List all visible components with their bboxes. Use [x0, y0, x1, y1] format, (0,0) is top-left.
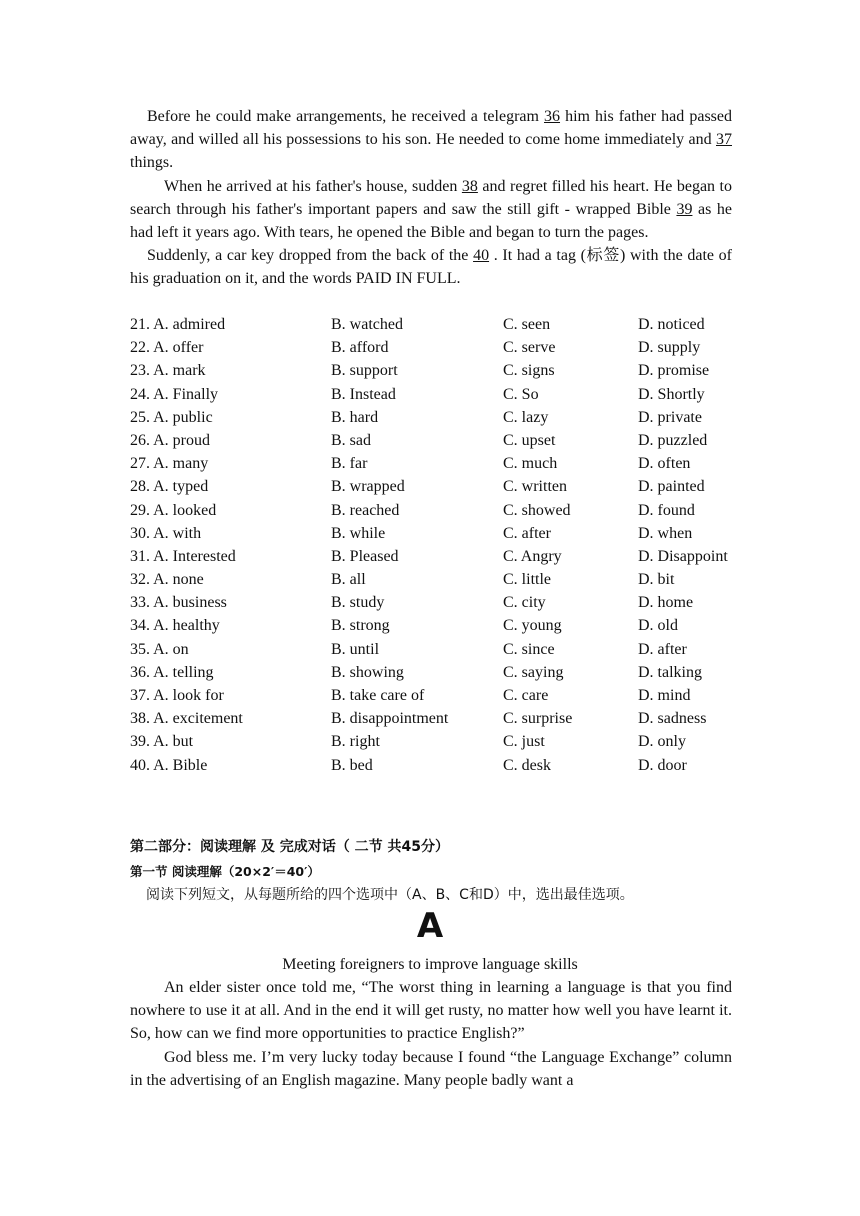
option-d: D. talking	[638, 663, 702, 681]
option-d: D. door	[638, 756, 687, 774]
option-b: B. Pleased	[331, 547, 399, 565]
option-d: D. private	[638, 408, 702, 426]
option-a: 35. A. on	[130, 640, 189, 658]
option-c: C. surprise	[503, 710, 573, 728]
option-row	[130, 545, 740, 568]
option-b: B. take care of	[331, 687, 425, 704]
option-d: D. puzzled	[638, 431, 708, 449]
option-a: 39. A. but	[130, 733, 194, 751]
option-row	[130, 568, 740, 591]
option-b: B. wrapped	[331, 478, 405, 496]
option-row	[130, 661, 740, 684]
option-row	[130, 707, 740, 730]
option-b: B. reached	[331, 501, 400, 519]
option-d: D. old	[638, 617, 678, 635]
option-d: D. sadness	[638, 710, 707, 728]
option-d: D. mind	[638, 687, 691, 704]
option-c: C. seen	[503, 316, 551, 333]
answer-options	[130, 313, 740, 777]
option-a: 30. A. with	[130, 524, 202, 542]
option-b: B. showing	[331, 663, 404, 681]
option-a: 26. A. proud	[130, 431, 210, 449]
option-c: C. signs	[503, 362, 555, 380]
option-row	[130, 336, 740, 359]
option-c: C. desk	[503, 756, 551, 774]
option-b: B. support	[331, 362, 398, 380]
blank-40: 40	[473, 247, 490, 265]
blank-37: 37	[716, 131, 732, 149]
paragraph: Before he could make arrangements, he received a telegram 36 him his father had passed away, and willed all his possessions to his son. He needed to come home immediately and 37 things.	[130, 108, 733, 172]
option-a: 32. A. none	[130, 571, 204, 589]
option-row	[130, 522, 740, 545]
paragraph: God bless me. I’m very lucky today because I found “the Language Exchange” column in the advertising of an English magazine. Many people badly want a	[130, 1048, 732, 1089]
option-b: B. study	[331, 594, 385, 612]
option-row	[130, 730, 740, 753]
option-row	[130, 475, 740, 498]
option-b: B. far	[331, 455, 368, 473]
option-a: 36. A. telling	[130, 663, 214, 681]
option-row	[130, 684, 740, 707]
option-row	[130, 383, 740, 406]
option-a: 23. A. mark	[130, 362, 206, 380]
option-a: 24. A. Finally	[130, 385, 219, 403]
option-a: 40. A. Bible	[130, 756, 208, 774]
option-c: C. since	[503, 640, 555, 658]
option-c: C. showed	[503, 501, 571, 519]
option-row	[130, 406, 740, 429]
option-c: C. upset	[503, 431, 556, 449]
option-c: C. care	[503, 687, 549, 704]
option-a: 38. A. excitement	[130, 710, 243, 728]
option-a: 31. A. Interested	[130, 547, 236, 565]
option-d: D. only	[638, 733, 686, 751]
option-c: C. saying	[503, 663, 564, 681]
option-d: D. promise	[638, 362, 710, 380]
option-b: B. disappointment	[331, 710, 449, 728]
option-row	[130, 452, 740, 475]
option-b: B. all	[331, 571, 366, 589]
option-a: 29. A. looked	[130, 501, 217, 519]
section-title: 第二部分：阅读理解 及 完成对话（ 二节 共45分）	[130, 839, 449, 855]
option-c: C. lazy	[503, 408, 549, 426]
option-c: C. young	[503, 617, 562, 635]
paragraph: When he arrived at his father's house, sudden 38 and regret filled his heart. He began to search through his father's important papers and saw the still gift - wrapped Bible 39 as he had left it years ago. With tears, he opened the Bible and began to turn the pages.	[130, 177, 732, 242]
option-d: D. bit	[638, 571, 675, 589]
option-c: C. written	[503, 478, 567, 496]
option-d: D. noticed	[638, 316, 705, 333]
option-a: 21. A. admired	[130, 316, 226, 333]
option-d: D. painted	[638, 478, 705, 496]
option-row	[130, 499, 740, 522]
option-d: D. after	[638, 640, 687, 658]
section-instructions: 阅读下列短文，从每题所给的四个选项中（A、B、C和D）中，选出最佳选项。	[146, 887, 634, 903]
option-b: B. bed	[331, 756, 373, 774]
paragraph: An elder sister once told me, “The worst thing in learning a language is that you find nowhere to use it at all. And in the end it will get rusty, no matter how well you have learnt it. So, how can we find more opportunities to practice English?”	[130, 979, 732, 1043]
reading-passage-a	[130, 976, 732, 1092]
option-d: D. Disappoint	[638, 547, 728, 565]
option-row	[130, 638, 740, 661]
option-a: 37. A. look for	[130, 687, 224, 704]
option-b: B. hard	[331, 408, 379, 426]
option-b: B. watched	[331, 316, 403, 333]
option-b: B. until	[331, 640, 380, 658]
option-c: C. serve	[503, 339, 556, 357]
option-b: B. while	[331, 524, 386, 542]
blank-38: 38	[461, 177, 478, 195]
option-b: B. right	[331, 733, 380, 751]
option-a: 33. A. business	[130, 594, 227, 612]
option-c: C. Angry	[503, 547, 562, 565]
option-b: B. strong	[331, 617, 390, 635]
option-d: D. supply	[638, 339, 701, 357]
option-d: D. home	[638, 594, 694, 612]
option-d: D. when	[638, 524, 693, 542]
option-c: C. just	[503, 733, 545, 751]
option-c: C. little	[503, 571, 551, 589]
cloze-passage	[130, 105, 732, 291]
option-d: D. Shortly	[638, 385, 705, 403]
passage-letter: A	[416, 906, 444, 946]
passage-title: Meeting foreigners to improve language skills	[282, 956, 578, 973]
option-row	[130, 313, 740, 336]
blank-36: 36	[544, 108, 561, 125]
option-a: 34. A. healthy	[130, 617, 220, 635]
option-d: D. often	[638, 455, 691, 473]
option-a: 28. A. typed	[130, 478, 209, 496]
option-a: 22. A. offer	[130, 339, 204, 357]
option-row	[130, 754, 740, 777]
section-subtitle: 第一节 阅读理解（20×2′＝40′）	[130, 864, 320, 879]
option-a: 25. A. public	[130, 408, 213, 426]
option-row	[130, 429, 740, 452]
option-b: B. sad	[331, 431, 371, 449]
paragraph: Suddenly, a car key dropped from the back of the 40 . It had a tag (标签) with the date of his graduation on it, and the words PAID IN FULL.	[130, 247, 732, 288]
option-row	[130, 359, 740, 382]
option-b: B. Instead	[331, 385, 396, 403]
option-c: C. city	[503, 594, 546, 612]
option-c: C. much	[503, 455, 558, 473]
option-row	[130, 614, 740, 637]
option-c: C. after	[503, 524, 551, 542]
option-d: D. found	[638, 501, 695, 519]
option-c: C. So	[503, 385, 539, 403]
option-b: B. afford	[331, 339, 389, 357]
option-a: 27. A. many	[130, 455, 209, 473]
option-row	[130, 591, 740, 614]
blank-39: 39	[676, 200, 693, 218]
